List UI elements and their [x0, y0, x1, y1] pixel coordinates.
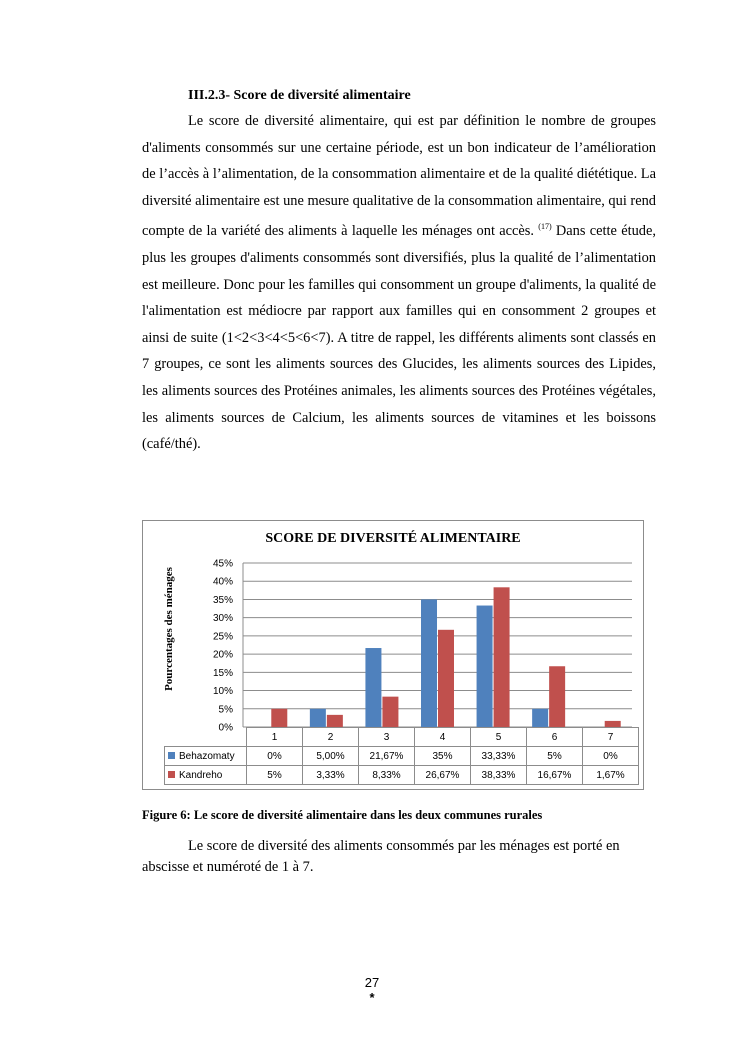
section-paragraph	[142, 108, 656, 458]
bar-behazomaty-6	[532, 709, 548, 727]
data-label: 16,67%	[527, 766, 583, 785]
bar-kandreho-2	[327, 715, 343, 727]
legend-label: Kandreho	[179, 769, 223, 781]
bar-kandreho-5	[494, 587, 510, 727]
bar-behazomaty-2	[310, 709, 326, 727]
x-tick-label: 5	[471, 728, 527, 747]
bar-kandreho-1	[271, 709, 287, 727]
y-tick-label: 40%	[212, 576, 233, 588]
data-label: 5%	[527, 747, 583, 766]
data-label: 5,00%	[303, 747, 359, 766]
data-label: 5%	[247, 766, 303, 785]
y-tick-label: 0%	[218, 722, 233, 731]
y-tick-label: 15%	[212, 667, 233, 679]
y-tick-label: 20%	[212, 649, 233, 661]
x-tick-label: 7	[583, 728, 639, 747]
data-label: 21,67%	[359, 747, 415, 766]
data-label: 1,67%	[583, 766, 639, 785]
data-label: 0%	[247, 747, 303, 766]
data-table-header-row	[165, 728, 639, 747]
legend-swatch	[168, 752, 175, 759]
chart-title: SCORE DE DIVERSITÉ ALIMENTAIRE	[265, 531, 521, 546]
data-table-row-kandreho	[165, 766, 639, 785]
data-table-corner	[165, 728, 247, 747]
x-tick-label: 4	[415, 728, 471, 747]
legend-entry-kandreho	[165, 766, 247, 785]
y-tick-label: 30%	[212, 613, 233, 625]
data-label: 0%	[583, 747, 639, 766]
bar-behazomaty-5	[477, 606, 493, 727]
page-number: 27	[364, 975, 380, 990]
data-label: 35%	[415, 747, 471, 766]
paragraph-part-2: Dans cette étude, plus les groupes d'aliments consommés sont diversifiés, plus la qualité de l’alimentation est meilleure. Donc pour les familles qui consomment un groupe d'aliments, la qualité de l'alimentation est médiocre par rapport aux familles qui en consomment 2 groupes et ainsi de suite (1<2<3<4<5<6<7). A titre de rappel, les différents aliments sont classés en 7 groupes, ce sont les aliments sources des Glucides, les aliments sources des Lipides, les aliments sources des Protéines animales, les aliments sources des Protéines végétales, les aliments sources de Calcium, les aliments sources de vitamines et les boissons (café/thé).	[142, 223, 656, 453]
reference-number: (17)	[538, 222, 552, 232]
bar-kandreho-6	[549, 666, 565, 727]
legend-swatch	[168, 771, 175, 778]
y-tick-label: 5%	[218, 704, 233, 716]
data-table-row-behazomaty	[165, 747, 639, 766]
bar-chart	[142, 520, 644, 790]
data-label: 33,33%	[471, 747, 527, 766]
bar-kandreho-3	[382, 697, 398, 727]
y-tick-label: 10%	[212, 686, 233, 698]
legend-label: Behazomaty	[179, 750, 235, 762]
data-label: 8,33%	[359, 766, 415, 785]
figure-note-text: Le score de diversité des aliments consommés par les ménages est porté en abscisse et numéroté de 1 à 7.	[142, 838, 620, 875]
data-label: 26,67%	[415, 766, 471, 785]
x-tick-label: 3	[359, 728, 415, 747]
page-mark: *	[369, 990, 375, 1005]
legend-entry-behazomaty	[165, 747, 247, 766]
x-tick-label: 2	[303, 728, 359, 747]
x-tick-label: 6	[527, 728, 583, 747]
y-tick-label: 45%	[212, 558, 233, 570]
data-label: 38,33%	[471, 766, 527, 785]
bar-behazomaty-4	[421, 599, 437, 727]
y-axis-label: Pourcentages des ménages	[163, 567, 175, 691]
paragraph-part-1: Le score de diversité alimentaire, qui est par définition le nombre de groupes d'aliments consommés sur une certaine période, est un bon indicateur de l’amélioration de l’accès à l’alimentation, de la consommation alimentaire et de la qualité diététique. La diversité alimentaire est une mesure qualitative de la consommation alimentaire, qui rend compte de la variété des aliments à laquelle les ménages ont accès.	[142, 113, 656, 240]
y-tick-label: 25%	[212, 631, 233, 643]
figure-caption: Figure 6: Le score de diversité alimentaire dans les deux communes rurales	[142, 808, 543, 822]
bar-kandreho-4	[438, 630, 454, 727]
bar-behazomaty-3	[365, 648, 381, 727]
x-tick-label: 1	[247, 728, 303, 747]
section-heading: III.2.3- Score de diversité alimentaire	[188, 88, 411, 103]
figure-note	[142, 836, 642, 878]
y-tick-label: 35%	[212, 594, 233, 606]
chart-plot-area	[143, 521, 643, 731]
chart-data-table	[164, 727, 639, 785]
data-label: 3,33%	[303, 766, 359, 785]
